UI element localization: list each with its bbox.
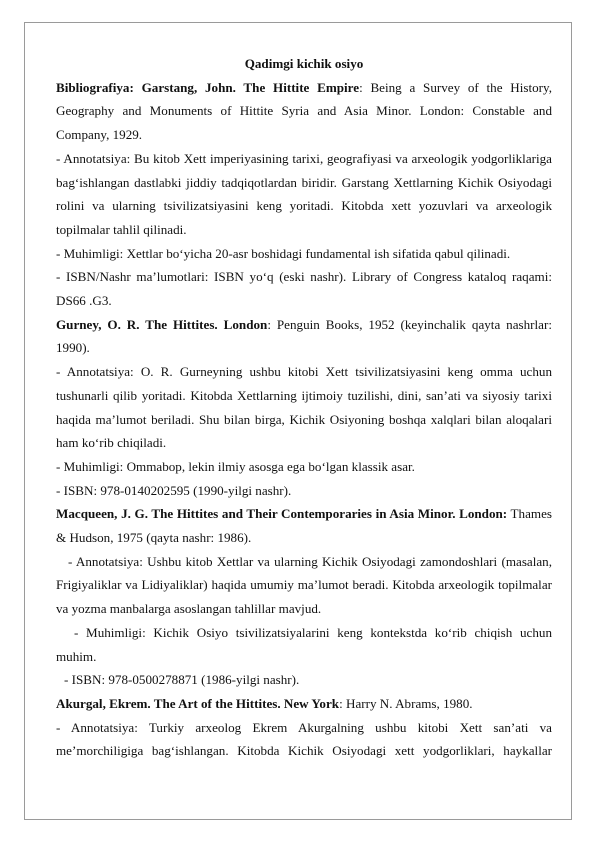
entry-importance: - Muhimligi: Ommabop, lekin ilmiy asosga ega bo‘lgan klassik asar. <box>56 458 415 474</box>
citation-rest: : Being a Survey of the History, Geography and Monuments of Hittite Syria and Asia Minor. London: Constable and Company, 1929. <box>56 79 552 143</box>
citation-bold: Akurgal, Ekrem. The Art of the Hittites. New York <box>56 695 340 711</box>
document-body <box>56 52 552 763</box>
citation-rest: : Harry N. Abrams, 1980. <box>339 695 473 711</box>
entry-annotation: - Annotatsiya: Ushbu kitob Xettlar va ularning Kichik Osiyodagi zamondoshlari (masalan, Frigiyaliklar va Lidiyaliklar) haqida umumiy ma’lumot beradi. Kitobda arxeologik topilmalar va yozma manbalarga asoslangan tahlillar mavjud. <box>56 553 552 617</box>
citation-bold: Bibliografiya: Garstang, John. The Hittite Empire <box>56 79 360 95</box>
entry-citation <box>56 76 552 147</box>
document-title: Qadimgi kichik osiyo <box>244 56 364 71</box>
citation-bold: Macqueen, J. G. The Hittites and Their Contemporaries in Asia Minor. London: <box>56 506 508 522</box>
entry-isbn: - ISBN: 978-0500278871 (1986-yilgi nashr). <box>64 672 300 688</box>
entry-isbn: - ISBN: 978-0140202595 (1990-yilgi nashr). <box>56 482 292 498</box>
citation-rest: : Penguin Books, 1952 (keyinchalik qayta nashrlar: 1990). <box>56 316 552 356</box>
entry-annotation: - Annotatsiya: Bu kitob Xett imperiyasining tarixi, geografiyasi va arxeologik yodgorliklariga bag‘ishlangan dastlabki jiddiy tadqiqotlardan biridir. Garstang Xettlarning Kichik Osiyodagi rolini va ularning tsivilizatsiyasini keng yoritadi. Kitobda xett yozuvlari va arxeologik topilmalar tahlil qilinadi. <box>56 150 552 237</box>
entry-citation <box>56 692 552 716</box>
entry-isbn: - ISBN/Nashr ma’lumotlari: ISBN yo‘q (eski nashr). Library of Congress kataloq raqami: DS66 .G3. <box>56 269 552 309</box>
citation-rest: Thames & Hudson, 1975 (qayta nashr: 1986). <box>56 506 552 546</box>
citation-bold: Gurney, O. R. The Hittites. London <box>56 316 268 332</box>
entry-annotation: - Annotatsiya: Turkiy arxeolog Ekrem Akurgalning ushbu kitobi Xett san’ati va me’morchiligiga bag‘ishlangan. Kitobda Kichik Osiyodagi xett yodgorliklari, haykallar <box>56 719 552 759</box>
entry-importance: - Muhimligi: Xettlar bo‘yicha 20-asr boshidagi fundamental ish sifatida qabul qilinadi. <box>56 245 511 261</box>
entry-citation <box>56 502 552 549</box>
entry-annotation: - Annotatsiya: O. R. Gurneyning ushbu kitobi Xett tsivilizatsiyasini keng omma uchun tushunarli qilib yoritadi. Kitobda Xettlarning ijtimoiy tuzilishi, dini, san’ati va siyosiy tarixi haqida ma’lumot beriladi. Shu bilan birga, Kichik Osiyoning boshqa xalqlari bilan aloqalari ham ko‘rib chiqiladi. <box>56 364 552 451</box>
entry-importance: - Muhimligi: Kichik Osiyo tsivilizatsiyalarini keng kontekstda ko‘rib chiqish uchun muhim. <box>56 624 552 664</box>
entry-citation <box>56 313 552 360</box>
